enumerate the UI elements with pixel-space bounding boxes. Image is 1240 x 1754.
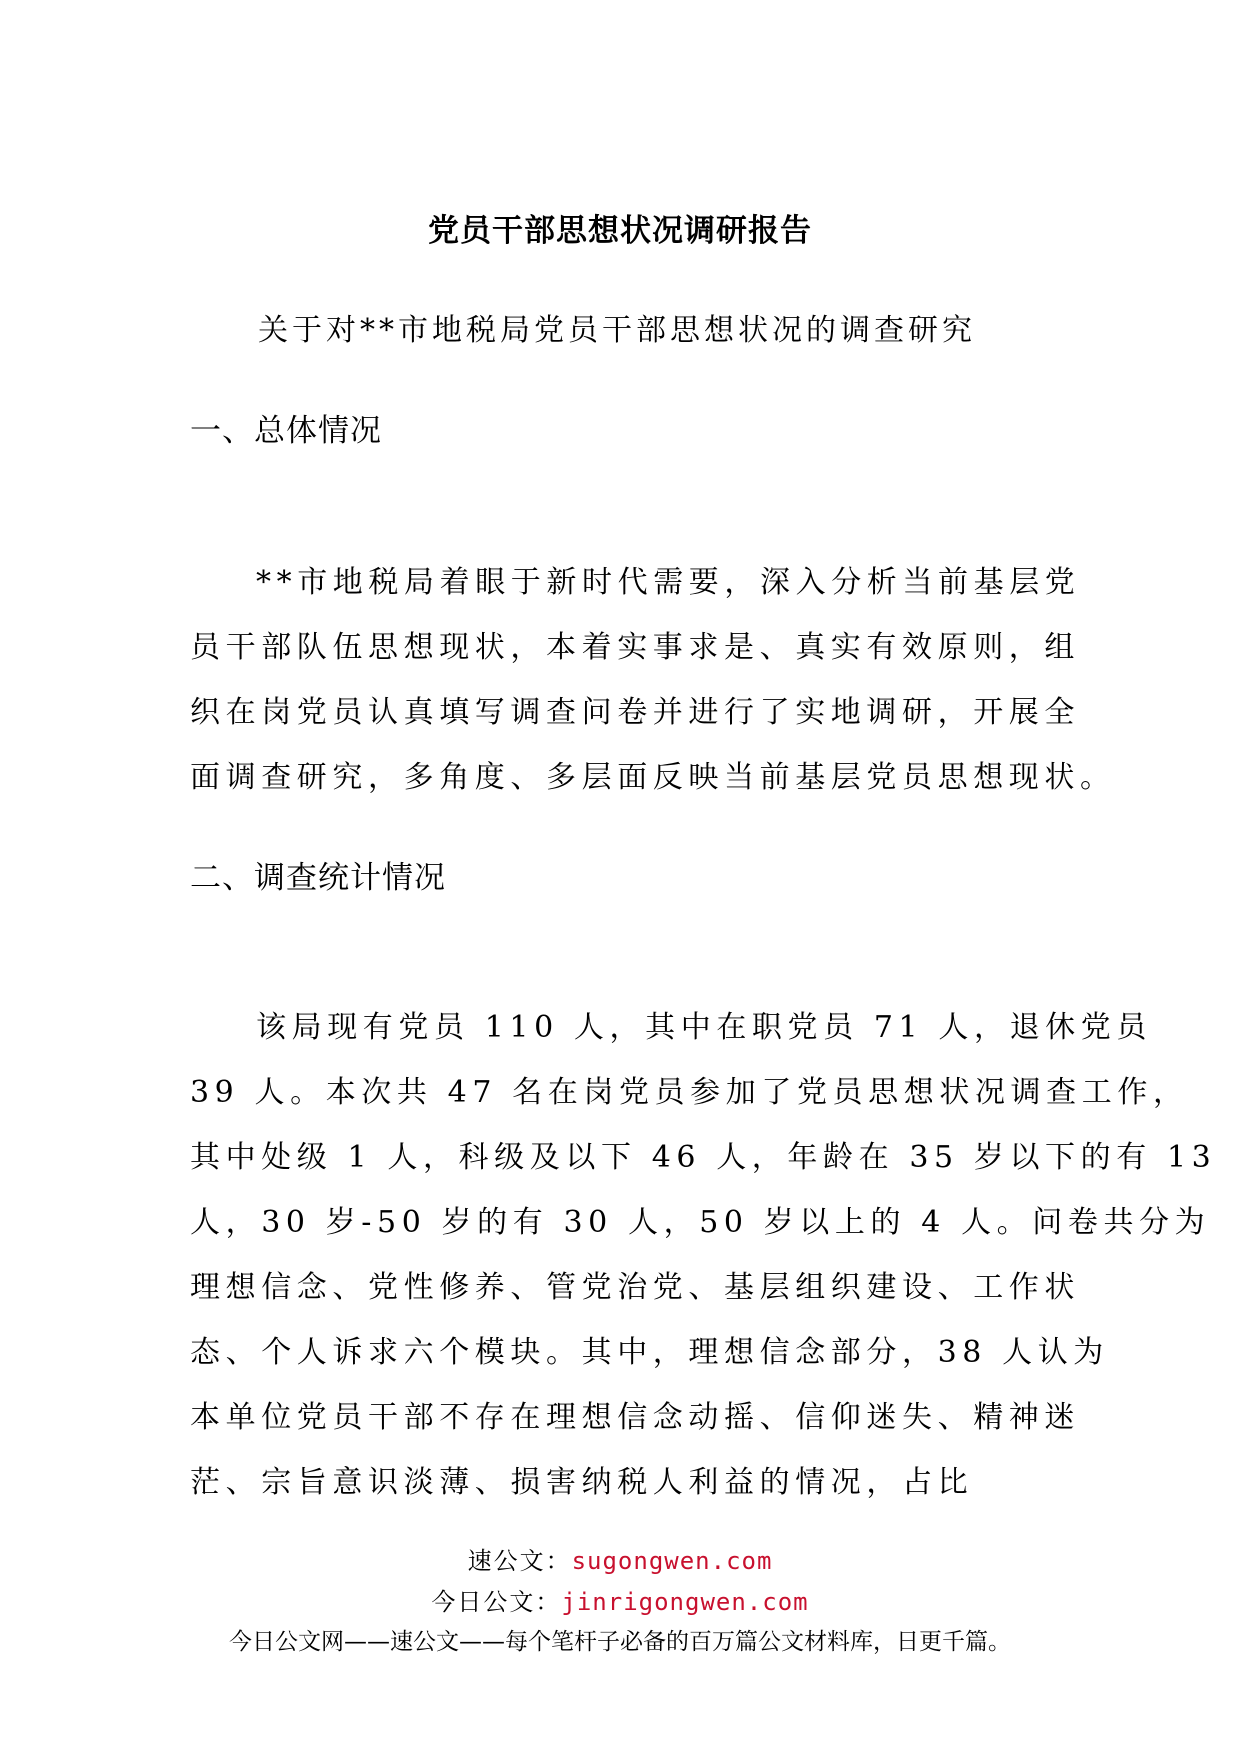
paragraph-line: 39 人。本次共 47 名在岗党员参加了党员思想状况调查工作， (190, 1075, 1189, 1110)
footer-sugongwen (0, 1541, 1240, 1576)
document-subtitle: 关于对**市地税局党员干部思想状况的调查研究 (258, 313, 976, 348)
footer-link-sugongwen[interactable]: sugongwen.com (571, 1547, 773, 1575)
paragraph-line: 织在岗党员认真填写调查问卷并进行了实地调研，开展全 (190, 695, 1080, 730)
paragraph-line: 面调查研究，多角度、多层面反映当前基层党员思想现状。 (190, 760, 1116, 795)
section-paragraph-statistics (190, 995, 1217, 1515)
footer-jinrigongwen (0, 1582, 1240, 1617)
footer-tagline: 今日公文网——速公文——每个笔杆子必备的百万篇公文材料库，日更千篇。 (229, 1629, 1011, 1655)
paragraph-line: 本单位党员干部不存在理想信念动摇、信仰迷失、精神迷 (190, 1400, 1080, 1435)
footer-link-jinrigongwen[interactable]: jinrigongwen.com (561, 1588, 809, 1616)
paragraph-line: 其中处级 1 人，科级及以下 46 人，年龄在 35 岁以下的有 13 (190, 1140, 1217, 1175)
paragraph-line: 员干部队伍思想现状，本着实事求是、真实有效原则，组 (190, 630, 1080, 665)
document-title: 党员干部思想状况调研报告 (428, 213, 812, 249)
paragraph-line: 人，30 岁-50 岁的有 30 人，50 岁以上的 4 人。问卷共分为 (190, 1205, 1211, 1240)
section-heading-overview: 一、总体情况 (190, 413, 382, 449)
paragraph-line: 该局现有党员 110 人，其中在职党员 71 人，退休党员 (256, 1010, 1152, 1045)
section-heading-statistics: 二、调查统计情况 (190, 860, 446, 896)
paragraph-line: 态、个人诉求六个模块。其中，理想信念部分，38 人认为 (190, 1335, 1109, 1370)
paragraph-line: 理想信念、党性修养、管党治党、基层组织建设、工作状 (190, 1270, 1080, 1305)
footer-label-sugongwen: 速公文： (467, 1547, 572, 1575)
paragraph-line: **市地税局着眼于新时代需要，深入分析当前基层党 (256, 565, 1081, 600)
paragraph-line: 茫、宗旨意识淡薄、损害纳税人利益的情况，占比 (190, 1465, 974, 1500)
section-paragraph-overview (190, 550, 1116, 810)
footer-label-jinrigongwen: 今日公文： (431, 1588, 562, 1616)
